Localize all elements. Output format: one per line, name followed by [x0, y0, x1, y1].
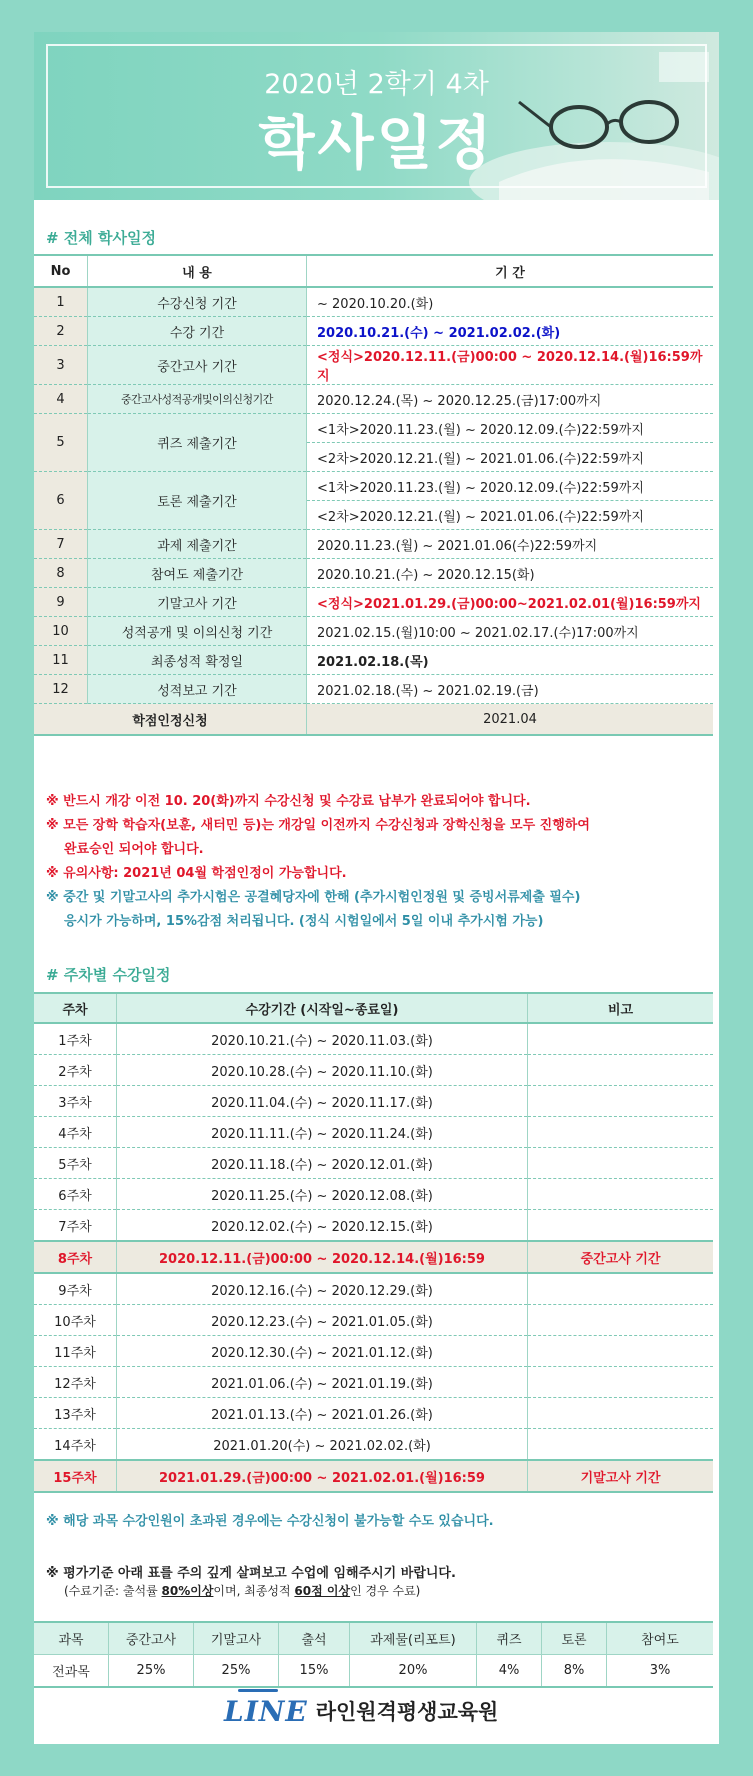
week-range: 2020.11.25.(수) ~ 2020.12.08.(화) [117, 1179, 528, 1210]
table-row [34, 1398, 713, 1429]
week-label: 2주차 [34, 1055, 117, 1086]
row-item: 토론 제출기간 [88, 472, 307, 530]
week-range: 2020.11.18.(수) ~ 2020.12.01.(화) [117, 1148, 528, 1179]
week-label: 5주차 [34, 1148, 117, 1179]
table-row [34, 646, 713, 675]
week-note [528, 1023, 714, 1055]
total-value: 2021.04 [307, 704, 714, 736]
table-row-final [34, 1460, 713, 1492]
row-period: <정식>2021.01.29.(금)00:00~2021.02.01(월)16:59까지 [307, 588, 714, 617]
week-range: 2020.12.23.(수) ~ 2021.01.05.(화) [117, 1305, 528, 1336]
banner-title: 학사일정 [258, 109, 495, 177]
week-label: 3주차 [34, 1086, 117, 1117]
row-period: 2021.02.18.(목) ~ 2021.02.19.(금) [307, 675, 714, 704]
overall-section-title: # 전체 학사일정 [46, 229, 156, 247]
week-note [528, 1336, 714, 1367]
table-row [34, 1367, 713, 1398]
table-row [34, 472, 713, 501]
week-note [528, 1273, 714, 1305]
grading-table [34, 1621, 713, 1688]
row-no: 11 [34, 646, 88, 675]
header-remark: 비고 [528, 993, 714, 1023]
notice-item: ※ 유의사항: 2021년 04월 학점인정이 가능합니다. [46, 866, 347, 881]
grade-value: 전과목 [34, 1655, 109, 1688]
weekly-schedule-table [34, 992, 713, 1493]
header-item: 내 용 [88, 255, 307, 287]
table-row [34, 530, 713, 559]
total-label: 학점인정신청 [34, 704, 307, 736]
row-period: 2020.10.21.(수) ~ 2020.12.15(화) [307, 559, 714, 588]
week-note [528, 1398, 714, 1429]
grade-header: 출석 [279, 1622, 350, 1655]
header-week: 주차 [34, 993, 117, 1023]
grade-value: 3% [607, 1655, 714, 1688]
row-no: 3 [34, 346, 88, 385]
week-label: 4주차 [34, 1117, 117, 1148]
week-label: 11주차 [34, 1336, 117, 1367]
week-range: 2020.10.28.(수) ~ 2020.11.10.(화) [117, 1055, 528, 1086]
row-item: 수강 기간 [88, 317, 307, 346]
institution-name: 라인원격평생교육원 [315, 1700, 499, 1724]
row-no: 2 [34, 317, 88, 346]
row-no: 9 [34, 588, 88, 617]
notice-item: 완료승인 되어야 합니다. [64, 842, 204, 857]
table-row [34, 1055, 713, 1086]
banner [34, 32, 719, 200]
week-note [528, 1305, 714, 1336]
weekly-section-title: # 주차별 수강일정 [46, 966, 171, 984]
row-no: 10 [34, 617, 88, 646]
row-period: 2021.02.18.(목) [307, 646, 714, 675]
row-item: 기말고사 기간 [88, 588, 307, 617]
evaluation-notice: ※ 평가기준 아래 표를 주의 깊게 살펴보고 수업에 임해주시기 바랍니다. [46, 1566, 456, 1581]
grade-header: 기말고사 [194, 1622, 279, 1655]
row-period: 2020.10.21.(수) ~ 2021.02.02.(화) [307, 317, 714, 346]
table-row [34, 1148, 713, 1179]
week-label: 13주차 [34, 1398, 117, 1429]
week-note [528, 1055, 714, 1086]
week-range: 2021.01.29.(금)00:00 ~ 2021.02.01.(월)16:59 [117, 1460, 528, 1492]
table-row-midterm [34, 1241, 713, 1273]
week-label: 8주차 [34, 1241, 117, 1273]
row-no: 12 [34, 675, 88, 704]
week-note [528, 1210, 714, 1242]
table-row [34, 1429, 713, 1461]
table-row [34, 1023, 713, 1055]
week-label: 15주차 [34, 1460, 117, 1492]
criteria-score: 60점 이상 [294, 1584, 351, 1598]
row-item: 성적보고 기간 [88, 675, 307, 704]
grade-value: 25% [109, 1655, 194, 1688]
week-range: 2020.12.30.(수) ~ 2021.01.12.(화) [117, 1336, 528, 1367]
row-no: 8 [34, 559, 88, 588]
row-period: <2차>2020.12.21.(월) ~ 2021.01.06.(수)22:59까지 [307, 443, 714, 472]
week-range: 2020.12.11.(금)00:00 ~ 2020.12.14.(월)16:59 [117, 1241, 528, 1273]
table-row [34, 1305, 713, 1336]
grade-header: 참여도 [607, 1622, 714, 1655]
table-row [34, 287, 713, 317]
criteria-attendance: 80%이상 [161, 1584, 214, 1598]
row-item: 수강신청 기간 [88, 287, 307, 317]
page [34, 32, 719, 1744]
week-range: 2021.01.20(수) ~ 2021.02.02.(화) [117, 1429, 528, 1461]
total-row [34, 704, 713, 736]
week-note [528, 1179, 714, 1210]
week-range: 2020.11.11.(수) ~ 2020.11.24.(화) [117, 1117, 528, 1148]
week-note: 기말고사 기간 [528, 1460, 714, 1492]
week-note [528, 1086, 714, 1117]
row-period: 2020.11.23.(월) ~ 2021.01.06(수)22:59까지 [307, 530, 714, 559]
row-period: ~ 2020.10.20.(화) [307, 287, 714, 317]
week-label: 14주차 [34, 1429, 117, 1461]
header-no: No [34, 255, 88, 287]
table-row [34, 385, 713, 414]
row-period: <1차>2020.11.23.(월) ~ 2020.12.09.(수)22:59까지 [307, 472, 714, 501]
grade-value: 8% [542, 1655, 607, 1688]
week-note: 중간고사 기간 [528, 1241, 714, 1273]
banner-subtitle: 2020년 2학기 4차 [264, 69, 489, 100]
week-label: 9주차 [34, 1273, 117, 1305]
institution-logo [224, 1694, 498, 1728]
week-label: 10주차 [34, 1305, 117, 1336]
week-label: 12주차 [34, 1367, 117, 1398]
row-no: 1 [34, 287, 88, 317]
week-note [528, 1148, 714, 1179]
week-note [528, 1367, 714, 1398]
row-item: 중간고사 기간 [88, 346, 307, 385]
notice-item: ※ 중간 및 기말고사의 추가시험은 공결혜당자에 한해 (추가시험인정원 및 증빙서류제출 필수) [46, 890, 581, 905]
week-range: 2020.12.16.(수) ~ 2020.12.29.(화) [117, 1273, 528, 1305]
notice-item: 응시가 가능하며, 15%감점 처리됩니다. (정식 시험일에서 5일 이내 추가시험 가능) [64, 914, 544, 929]
table-row [34, 1273, 713, 1305]
row-period: <정식>2020.12.11.(금)00:00 ~ 2020.12.14.(월)16:59까지 [307, 346, 714, 385]
overall-schedule-table [34, 254, 713, 736]
row-period: <1차>2020.11.23.(월) ~ 2020.12.09.(수)22:59까지 [307, 414, 714, 443]
week-label: 7주차 [34, 1210, 117, 1242]
table-row [34, 675, 713, 704]
table-row [34, 1086, 713, 1117]
table-row [34, 1179, 713, 1210]
grade-header: 토론 [542, 1622, 607, 1655]
week-range: 2021.01.06.(수) ~ 2021.01.19.(화) [117, 1367, 528, 1398]
weekly-note: ※ 해당 과목 수강인원이 초과된 경우에는 수강신청이 불가능할 수도 있습니다. [46, 1514, 494, 1529]
grade-value: 15% [279, 1655, 350, 1688]
week-range: 2021.01.13.(수) ~ 2021.01.26.(화) [117, 1398, 528, 1429]
notice-list [46, 790, 706, 934]
row-item: 성적공개 및 이의신청 기간 [88, 617, 307, 646]
row-period: <2차>2020.12.21.(월) ~ 2021.01.06.(수)22:59까지 [307, 501, 714, 530]
grade-value: 25% [194, 1655, 279, 1688]
table-row [34, 317, 713, 346]
row-period: 2020.12.24.(목) ~ 2020.12.25.(금)17:00까지 [307, 385, 714, 414]
row-item: 과제 제출기간 [88, 530, 307, 559]
table-row [34, 617, 713, 646]
week-label: 1주차 [34, 1023, 117, 1055]
row-no: 6 [34, 472, 88, 530]
table-row [34, 559, 713, 588]
week-note [528, 1429, 714, 1461]
row-item: 중간고사성적공개및이의신청기간 [88, 385, 307, 414]
row-no: 5 [34, 414, 88, 472]
row-no: 4 [34, 385, 88, 414]
line-logo-mark: LINE [224, 1694, 308, 1728]
table-row [34, 1336, 713, 1367]
grade-header: 퀴즈 [477, 1622, 542, 1655]
header-period: 기 간 [307, 255, 714, 287]
table-row [34, 1117, 713, 1148]
row-period: 2021.02.15.(월)10:00 ~ 2021.02.17.(수)17:00까지 [307, 617, 714, 646]
week-range: 2020.10.21.(수) ~ 2020.11.03.(화) [117, 1023, 528, 1055]
grade-header: 과제물(리포트) [350, 1622, 477, 1655]
table-row [34, 1210, 713, 1242]
notice-item: ※ 모든 장학 학습자(보훈, 새터민 등)는 개강일 이전까지 수강신청과 장학신청을 모두 진행하여 [46, 818, 590, 833]
grade-header: 과목 [34, 1622, 109, 1655]
row-item: 참여도 제출기간 [88, 559, 307, 588]
grade-value: 4% [477, 1655, 542, 1688]
table-row [34, 346, 713, 385]
row-item: 최종성적 확정일 [88, 646, 307, 675]
table-row [34, 588, 713, 617]
criteria-text: (수료기준: 출석률 [64, 1584, 162, 1598]
completion-criteria [64, 1582, 420, 1599]
week-note [528, 1117, 714, 1148]
table-row [34, 414, 713, 443]
week-range: 2020.11.04.(수) ~ 2020.11.17.(화) [117, 1086, 528, 1117]
criteria-text: 인 경우 수료) [350, 1584, 421, 1598]
criteria-text: 이며, 최종성적 [213, 1584, 295, 1598]
header-range: 수강기간 (시작일~종료일) [117, 993, 528, 1023]
week-range: 2020.12.02.(수) ~ 2020.12.15.(화) [117, 1210, 528, 1242]
notice-item: ※ 반드시 개강 이전 10. 20(화)까지 수강신청 및 수강료 납부가 완료되어야 합니다. [46, 794, 531, 809]
grade-value: 20% [350, 1655, 477, 1688]
grade-header: 중간고사 [109, 1622, 194, 1655]
table-row [34, 1655, 713, 1688]
week-label: 6주차 [34, 1179, 117, 1210]
row-no: 7 [34, 530, 88, 559]
row-item: 퀴즈 제출기간 [88, 414, 307, 472]
